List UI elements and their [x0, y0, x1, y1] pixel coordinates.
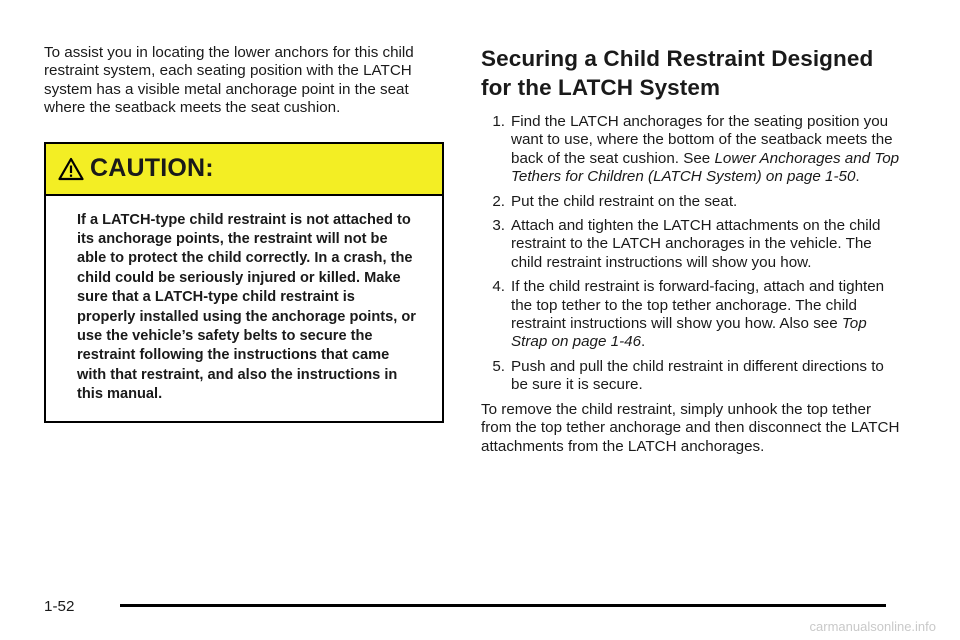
list-item: [481, 193, 901, 211]
step-body: Find the LATCH anchorages for the seating position you want to use, where the bottom of the seatback meets the back of the seat cushion. See: [511, 113, 893, 167]
step-punctuation: .: [641, 333, 646, 351]
step-punctuation: .: [855, 168, 860, 186]
section-heading: Securing a Child Restraint Designed for the LATCH System: [481, 46, 874, 100]
warning-triangle-icon: [58, 157, 84, 181]
caution-header: [46, 144, 442, 196]
step-number: 4.: [492, 278, 505, 296]
step-text: Attach and tighten the LATCH attachments on the child restraint to the LATCH anchorages in the vehicle. The child restraint instructions will show you how.: [511, 217, 881, 271]
caution-box: [44, 142, 444, 423]
step-text: Push and pull the child restraint in different directions to be sure it is secure.: [511, 357, 884, 394]
closing-paragraph: To remove the child restraint, simply unhook the top tether from the top tether anchorage and then disconnect the LATCH attachments from the LATCH anchorages.: [481, 400, 900, 455]
step-text: Put the child restraint on the seat.: [511, 192, 738, 210]
list-item: [481, 217, 901, 272]
list-item: [481, 113, 901, 187]
right-column: [481, 44, 901, 456]
list-item: [481, 358, 901, 395]
step-number: 5.: [492, 357, 505, 375]
left-column: [44, 44, 448, 423]
footer-divider: [120, 604, 886, 607]
intro-paragraph: To assist you in locating the lower anchors for this child restraint system, each seating position with the LATCH system has a visible metal anchorage point in the seat where the seatback meets the seat cushion.: [44, 44, 414, 117]
step-number: 3.: [492, 217, 505, 235]
watermark: carmanualsonline.info: [809, 619, 936, 634]
step-text: [511, 278, 901, 352]
step-number: 2.: [492, 192, 505, 210]
caution-text: If a LATCH-type child restraint is not attached to its anchorage points, the restraint will not be able to protect the child correctly. In a crash, the child could be seriously injured or killed. Make sure that a LATCH-type child restraint is properly installed using the anchorage points, or use the vehicle’s safety belts to secure the restraint following the instructions that came with that restraint, and also the instructions in this manual.: [77, 211, 416, 403]
step-number: 1.: [492, 113, 505, 130]
caution-title: CAUTION:: [90, 154, 214, 183]
page-number: 1-52: [44, 598, 75, 615]
step-text: [511, 113, 901, 187]
list-item: [481, 278, 901, 352]
cross-reference-link[interactable]: Top Strap on page 1-46: [511, 315, 867, 351]
step-body: If the child restraint is forward-facing, attach and tighten the top tether to the top tether anchorage. The child restraint instructions will show you how. Also see: [511, 278, 885, 333]
steps-list: [481, 113, 901, 395]
cross-reference-link[interactable]: Lower Anchorages and Top Tethers for Children (LATCH System) on page 1-50: [511, 149, 900, 186]
